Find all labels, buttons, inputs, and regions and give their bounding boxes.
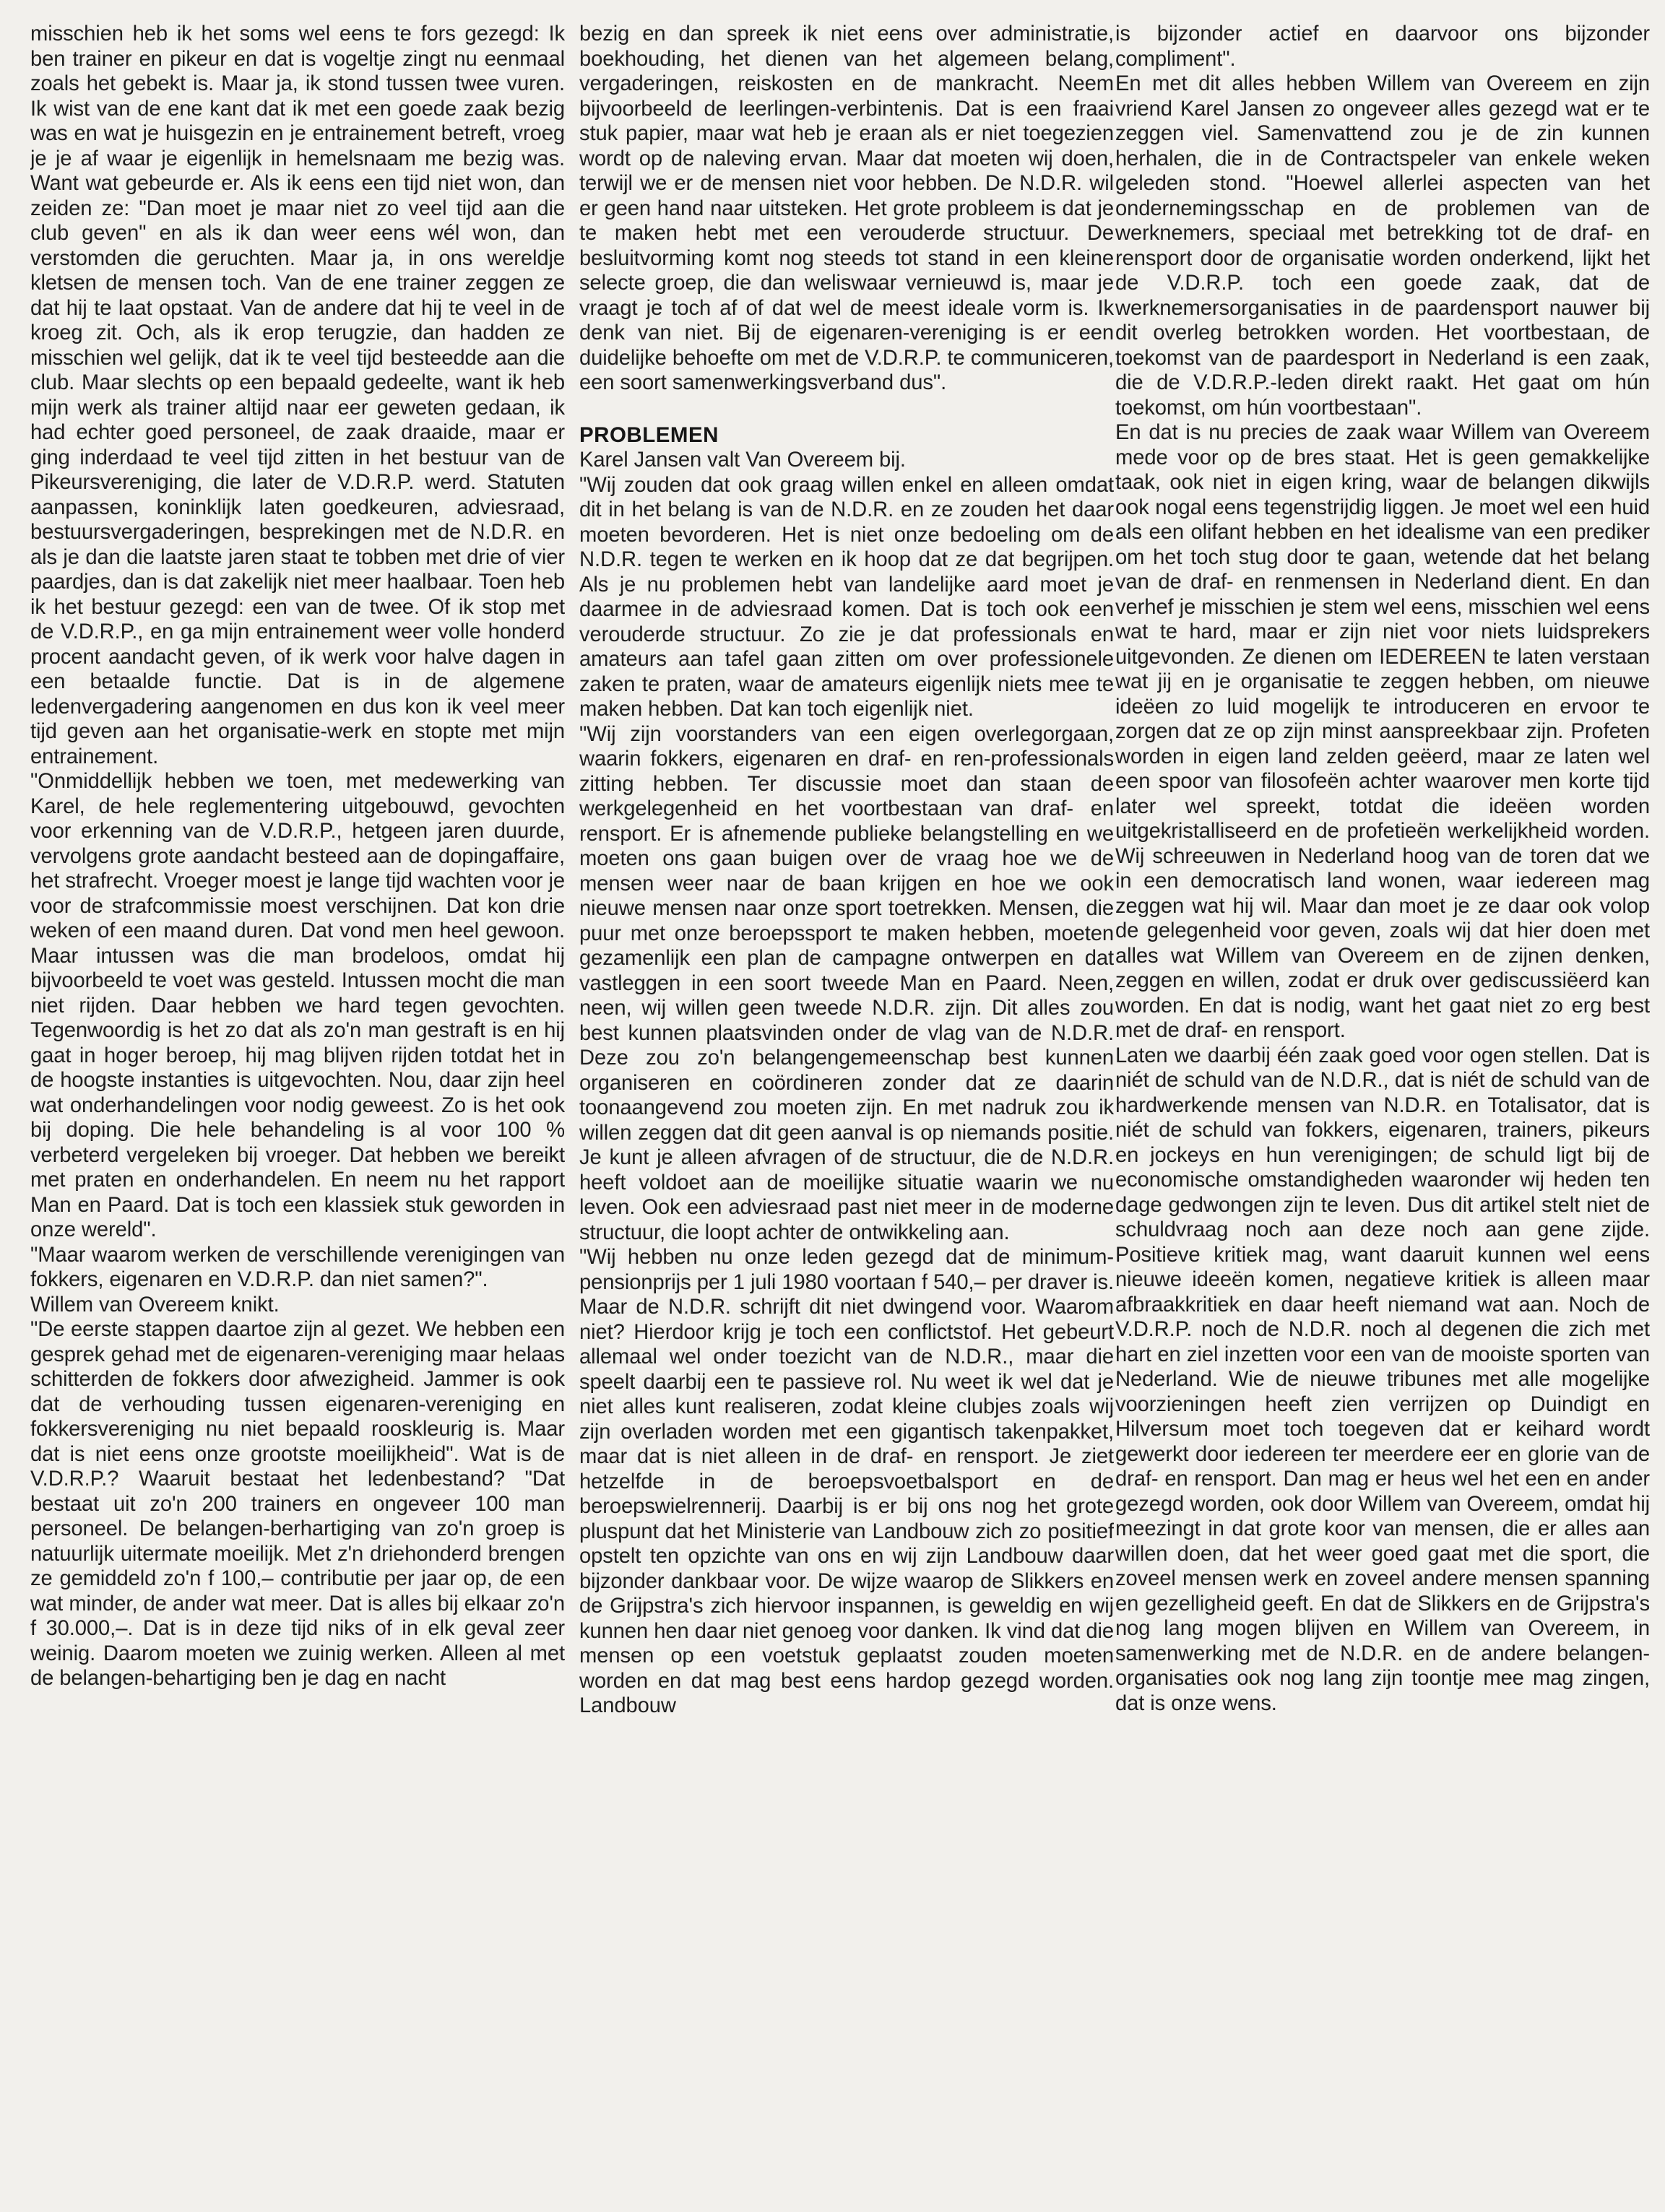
article-paragraph: Laten we daarbij één zaak goed voor ogen stellen. Dat is niét de schuld van de N.D.R., dat is niét de schuld van de hardwerkende mensen van N.D.R. en Totalisator, dat is niét de schuld van fokkers, eigenaren, trainers, pikeurs en jockeys en hun verenigingen; de schuld ligt bij de economische omstandigheden waaronder wij heden ten dage gedwongen zijn te leven. Dus dit artikel stelt niet de schuldvraag noch aan deze noch aan gene zijde. Positieve kritiek mag, want daaruit kunnen wel eens nieuwe ideeën komen, negatieve kritiek is alleen maar afbraakkritiek en daar heeft niemand wat aan. Noch de V.D.R.P. noch de N.D.R. noch al degenen die zich met hart en ziel inzetten voor een van de mooiste sporten van Nederland. Wie de nieuwe tribunes met alle mogelijke voorzieningen heeft zien verrijzen op Duindigt en Hilversum moet toch toegeven dat er keihard wordt gewerkt door iedereen ter meerdere eer en glorie van de draf- en rensport. Dan mag er heus wel het een en ander gezegd worden, ook door Willem van Overeem, omdat hij meezingt in dat grote koor van mensen, die er alles aan willen doen, dat het weer goed gaat met die sport, die zoveel mensen werk en zoveel andere mensen spanning en gezelligheid geeft. En dat de Slikkers en de Grijpstra's nog lang mogen blijven en Willem van Overeem, in samenwerking met de N.D.R. en de andere belangen-organisaties ook nog lang zijn toontje mee mag zingen, dat is onze wens. xyxy=(1115,1044,1650,1715)
article-column-right xyxy=(1115,22,1650,2203)
article-paragraph: Karel Jansen valt Van Overeem bij. xyxy=(579,448,906,472)
article-paragraph: "Onmiddellijk hebben we toen, met medewerking van Karel, de hele reglementering uitgebouwd, gevochten voor erkenning van de V.D.R.P., hetgeen jaren duurde, vervolgens grote aandacht besteed aan de dopingaffaire, het strafrecht. Vroeger moest je lange tijd wachten voor je voor de strafcommissie moest verschijnen. Dat kon drie weken of een maand duren. Dat vond men heel gewoon. Maar intussen was die man brodeloos, omdat hij bijvoorbeeld te voet was gesteld. Intussen mocht die man niet rijden. Daar hebben we hard tegen gevochten. Tegenwoordig is het zo dat als zo'n man gestraft is en hij gaat in hoger beroep, hij mag blijven rijden totdat het in de hoogste instanties is uitgevochten. Nou, daar zijn heel wat onderhandelingen voor nodig geweest. Zo is het ook bij doping. Die hele behandeling is al voor 100 % verbeterd vergeleken bij vroeger. Dat hebben we bereikt met praten en onderhandelen. En neem nu het rapport Man en Paard. Dat is toch een klassiek stuk geworden in onze wereld". xyxy=(30,770,565,1241)
article-paragraph: En met dit alles hebben Willem van Overeem en zijn vriend Karel Jansen zo ongeveer alles gezegd wat er te zeggen viel. Samenvattend zou je de zin kunnen herhalen, die in de Contractspeler van enkele weken geleden stond. "Hoewel allerlei aspecten van het ondernemingsschap en de problemen van de werknemers, speciaal met betrekking tot de draf- en rensport door de organisatie worden onderkend, lijkt het de V.D.R.P. toch een goede zaak, dat de werknemersorganisaties in de paardensport nauwer bij dit overleg betrokken worden. Het voortbestaan, de toekomst van de paardesport in Nederland is een zaak, die de V.D.R.P.-leden direkt raakt. Het gaat om hún toekomst, om hún voortbestaan". xyxy=(1115,72,1650,420)
article-paragraph: "Wij zijn voorstanders van een eigen overlegorgaan, waarin fokkers, eigenaren en draf- en ren-professionals zitting hebben. Ter discussie moet dan staan de werkgelegenheid en het voortbestaan van draf- en rensport. Er is afnemende publieke belangstelling en we moeten ons gaan buigen over de vraag hoe we de mensen weer naar de baan krijgen en hoe we ook nieuwe mensen naar onze sport toetrekken. Mensen, die puur met onze beroepssport te maken hebben, moeten gezamenlijk een plan de campagne ontwerpen en dat vastleggen in een soort tweede Man en Paard. Neen, neen, wij willen geen tweede N.D.R. zijn. Dit alles zou best kunnen plaatsvinden onder de vlag van de N.D.R. Deze zou zo'n belangengemeenschap best kunnen organiseren en coördineren zonder dat ze daarin toonaangevend zou moeten zijn. En met nadruk zou ik willen zeggen dat dit geen aanval is op niemands positie. Je kunt je alleen afvragen of de structuur, die de N.D.R. heeft voldoet aan de moeilijke situatie waarin we nu leven. Ook een adviesraad past niet meer in de moderne structuur, die loopt achter de ontwikkeling aan. xyxy=(579,722,1114,1244)
article-paragraph: "Wij hebben nu onze leden gezegd dat de minimum-pensionprijs per 1 juli 1980 voortaan f 540,– per draver is. Maar de N.D.R. schrijft dit niet dwingend voor. Waarom niet? Hierdoor krijg je toch een conflictstof. Het gebeurt allemaal wel onder toezicht van de N.D.R., maar die speelt daarbij een te passieve rol. Nu weet ik wel dat je niet alles kunt realiseren, zodat kleine clubjes zoals wij zijn overladen worden met een gigantisch takenpakket, maar dat is niet alleen in de draf- en rensport. Je ziet hetzelfde in de beroepsvoetbalsport en de beroepswielrennerij. Daarbij is er bij ons nog het grote pluspunt dat het Ministerie van Landbouw zich zo positief opstelt ten opzichte van ons en wij zijn Landbouw daar bijzonder dankbaar voor. De wijze waarop de Slikkers en de Grijpstra's zich hiervoor inspannen, is geweldig en wij kunnen hen daar niet genoeg voor danken. Ik vind dat die mensen op een voetstuk geplaatst zouden moeten worden en dat mag best eens hardop gezegd worden. Landbouw xyxy=(579,1246,1114,1717)
article-paragraph: bezig en dan spreek ik niet eens over administratie, boekhouding, het dienen van het algemeen belang, vergaderingen, reiskosten en de mankracht. Neem bijvoorbeeld de leerlingen-verbintenis. Dat is een fraai stuk papier, maar wat heb je eraan als er niet toegezien wordt op de naleving ervan. Maar dat moeten wij doen, terwijl we er de mensen niet voor hebben. De N.D.R. wil er geen hand naar uitsteken. Het grote probleem is dat je te maken hebt met een verouderde structuur. De besluitvorming komt nog steeds tot stand in een kleine selecte groep, die dan weliswaar vernieuwd is, maar je vraagt je toch af of dat wel de meest ideale vorm is. Ik denk van niet. Bij de eigenaren-vereniging is er een duidelijke behoefte om met de V.D.R.P. te communiceren, een soort samenwerkingsverband dus". xyxy=(579,22,1114,394)
article-paragraph: "De eerste stappen daartoe zijn al gezet. We hebben een gesprek gehad met de eigenaren-vereniging maar helaas schitterden de fokkers door afwezigheid. Jammer is ook dat de verhouding tussen eigenaren-vereniging en fokkersvereniging nu niet bepaald rooskleurig is. Maar dat is niet eens onze grootste moeilijkheid". Wat is de V.D.R.P.? Waaruit bestaat het ledenbestand? "Dat bestaat uit zo'n 200 trainers en ongeveer 100 man personeel. De belangen-berhartiging van zo'n groep is natuurlijk uitermate moeilijk. Met z'n driehonderd brengen ze gemiddeld zo'n f 100,– contributie per jaar op, de een wat minder, de ander wat meer. Dat is alles bij elkaar zo'n f 30.000,–. Dat is in deze tijd niks of in elk geval zeer weinig. Daarom moeten we zuinig werken. Alleen al met de belangen-behartiging ben je dag en nacht xyxy=(30,1318,565,1690)
article-column-left xyxy=(30,22,565,2203)
article-paragraph: Willem van Overeem knikt. xyxy=(30,1293,280,1317)
section-heading: PROBLEMEN xyxy=(579,422,719,447)
article-paragraph: "Maar waarom werken de verschillende verenigingen van fokkers, eigenaren en V.D.R.P. dan niet samen?". xyxy=(30,1243,565,1291)
article-paragraph: is bijzonder actief en daarvoor ons bijzonder compliment". xyxy=(1115,22,1650,71)
article-paragraph: misschien heb ik het soms wel eens te fors gezegd: Ik ben trainer en pikeur en dat is vogeltje zingt nu eenmaal zoals het gebekt is. Maar ja, ik stond tussen twee vuren. Ik wist van de ene kant dat ik met een goede zaak bezig was en wat je huisgezin en je entrainement betreft, vroeg je je af waar je eigenlijk in hemelsnaam me bezig was. Want wat gebeurde er. Als ik eens een tijd niet won, dan zeiden ze: "Dan moet je maar niet zo veel tijd aan die club geven" en als ik dan weer eens wél won, dan verstomden die geruchten. Maar ja, in ons wereldje kletsen de mensen toch. Van de ene trainer zeggen ze dat hij te laat opstaat. Van de andere dat hij te veel in de kroeg zit. Och, als ik erop terugzie, dan hadden ze misschien wel gelijk, dat ik te veel tijd besteedde aan die club. Maar slechts op een bepaald gedeelte, want ik heb mijn werk als trainer altijd naar eer geweten gedaan, ik had echter goed personeel, de zaak draaide, maar er ging inderdaad te veel tijd zitten in het bestuur van de Pikeursvereniging, die later de V.D.R.P. werd. Statuten aanpassen, koninklijk laten goedkeuren, adviesraad, bestuursvergaderingen, besprekingen met de N.D.R. en als je dan die laatste jaren staat te tobben met drie of vier paardjes, dan is dat zakelijk niet meer haalbaar. Toen heb ik het bestuur gezegd: een van de twee. Of ik stop met de V.D.R.P., en ga mijn entrainement weer volle honderd procent aandacht geven, of ik werk voor halve dagen in een betaalde functie. Dat is in de algemene ledenvergadering aangenomen en dus kon ik veel meer tijd geven aan het organisatie-werk en stopte met mijn entrainement. xyxy=(30,22,565,768)
article-paragraph: "Wij zouden dat ook graag willen enkel en alleen omdat dit in het belang is van de N.D.R. en ze zouden het daar moeten bevorderen. Het is niet onze bedoeling om de N.D.R. tegen te werken en ik hoop dat ze dat begrijpen. Als je nu problemen hebt van landelijke aard moet je daarmee in de adviesraad komen. Dat is toch ook een verouderde structuur. Zo zie je dat professionals en amateurs aan tafel gaan zitten om over professionele zaken te praten, waar de amateurs eigenlijk niets mee te maken hebben. Dat kan toch eigenlijk niet. xyxy=(579,473,1114,721)
article-column-middle xyxy=(579,22,1114,2203)
article-paragraph: En dat is nu precies de zaak waar Willem van Overeem mede voor op de bres staat. Het is geen gemakkelijke taak, ook niet in eigen kring, waar de belangen dikwijls ook nogal eens tegenstrijdig liggen. Je moet wel een huid als een olifant hebben en het idealisme van een prediker om het toch stug door te gaan, wetende dat het belang van de draf- en renmensen in Nederland dient. En dan verhef je misschien je stem wel eens, misschien wel eens wat te hard, maar er zijn niet voor niets luidsprekers uitgevonden. Ze dienen om IEDEREEN te laten verstaan wat jij en je organisatie te zeggen hebben, om nieuwe ideëen zo luid mogelijk te introduceren en ervoor te zorgen dat ze op zijn minst aanspreekbaar zijn. Profeten worden in eigen land zelden geëerd, maar ze laten wel een spoor van filosofeën achter waarover men korte tijd later wel spreekt, totdat die ideëen worden uitgekristalliseerd en de profetieën werkelijkheid worden. Wij schreeuwen in Nederland hoog van de toren dat we in een democratisch land wonen, waar iedereen mag zeggen wat hij wil. Maar dan moet je ze daar ook volop de gelegenheid voor geven, zoals wij dat hier doen met alles wat Willem van Overeem en de zijnen denken, zeggen en willen, zodat er druk over gediscussiëerd kan worden. En dat is nodig, want het gaat niet zo erg best met de draf- en rensport. xyxy=(1115,421,1650,1042)
